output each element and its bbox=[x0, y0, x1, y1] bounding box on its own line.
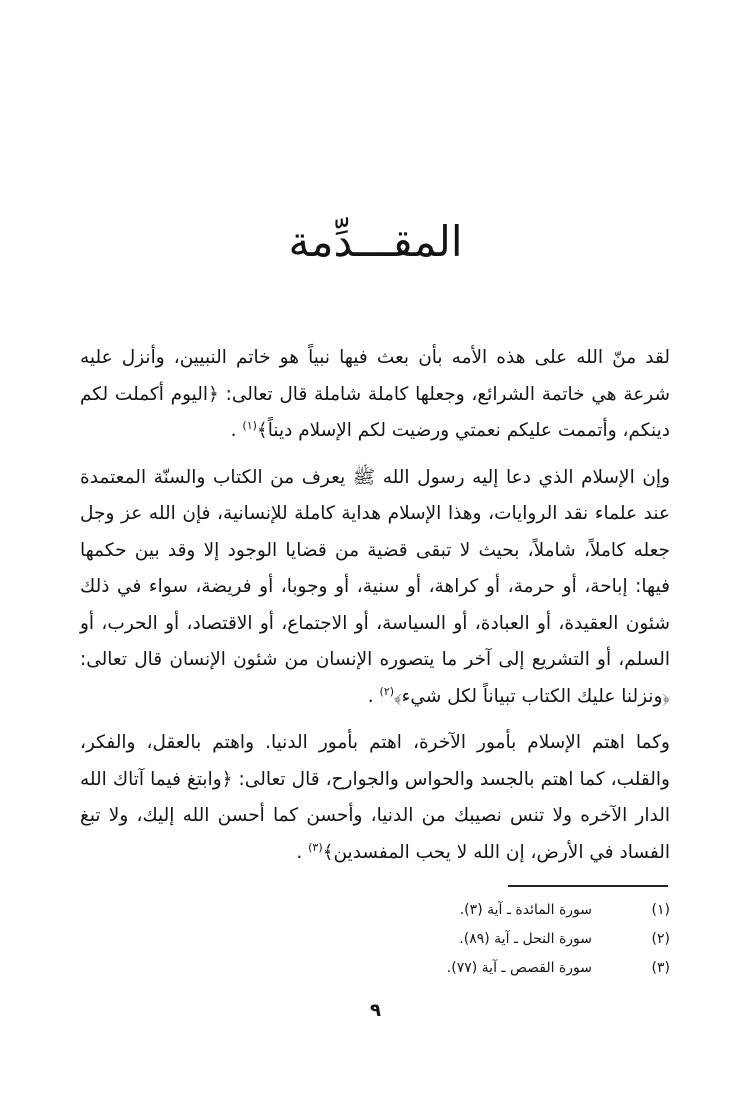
footnote-text: سورة النحل ـ آية (٨٩). bbox=[459, 931, 592, 947]
footnote-ref-1: (١) bbox=[242, 418, 257, 432]
paragraph-1 bbox=[80, 340, 670, 450]
footnote-item bbox=[80, 896, 670, 925]
paragraph-1-text: لقد منّ الله على هذه الأمه بأن بعث فيها نبياً هو خاتم النبيين، وأنزل عليه شرعة هي خاتمة الشرائع، وجعلها كاملة شاملة قال تعالى: ﴿اليوم أكملت لكم دينكم، وأتممت عليكم نعمتي ورضيت لكم الإسلام ديناً﴾ bbox=[80, 347, 670, 441]
footnote-number: (٣) bbox=[651, 960, 670, 976]
chapter-title: المقـــدِّمة bbox=[288, 217, 463, 266]
footnote-item bbox=[80, 954, 670, 983]
paragraph-3-tail: . bbox=[296, 841, 303, 863]
footnote-text: سورة المائدة ـ آية (٣). bbox=[459, 902, 592, 918]
paragraph-1-tail: . bbox=[230, 420, 237, 441]
footnote-number: (١) bbox=[651, 902, 670, 918]
paragraph-2-tail: . bbox=[367, 685, 374, 707]
main-text bbox=[80, 340, 670, 881]
paragraph-3 bbox=[80, 725, 670, 871]
page-number: ٩ bbox=[370, 1000, 381, 1021]
paragraph-2 bbox=[80, 460, 670, 716]
footnote-ref-2: (٢) bbox=[379, 684, 395, 698]
paragraph-3-text: وكما اهتم الإسلام بأمور الآخرة، اهتم بأمور الدنيا. واهتم بالعقل، والفكر، والقلب، كما اهتم بالجسد والحواس والجوارح، قال تعالى: ﴿وابتغ فيما آتاك الله الدار الآخره ولا تنس نصيبك من الدنيا، وأحسن كما أحسن الله إليك، ولا تبغ الفساد في الأرض، إن الله لا يحب المفسدين﴾ bbox=[80, 732, 670, 863]
footnote-divider bbox=[508, 885, 668, 887]
footnote-ref-3: (٣) bbox=[308, 840, 323, 854]
footnote-item bbox=[80, 925, 670, 954]
footnotes bbox=[80, 896, 670, 983]
footnote-number: (٢) bbox=[651, 931, 670, 947]
footnote-text: سورة القصص ـ آية (٧٧). bbox=[446, 960, 592, 976]
paragraph-2-text: وإن الإسلام الذي دعا إليه رسول الله ﷺ يعرف من الكتاب والسنّة المعتمدة عند علماء نقد الروايات، وهذا الإسلام هداية كاملة للإنسانية، فإن الله عز وجل جعله كاملاً، شاملاً، بحيث لا تبقى قضية من قضايا الوجود إلا وقد بين حكمها فيها: إباحة، أو حرمة، أو كراهة، أو سنية، أو وجوبا، أو فريضة، سواء في ذلك شئون العقيدة، أو العبادة، أو السياسة، أو الاجتماع، أو الاقتصاد، أو الحرب، أو السلم، أو التشريع إلى آخر ما يتصوره الإنسان من شئون الإنسان قال تعالى: ﴿ونزلنا عليك الكتاب تبياناً لكل شيء﴾ bbox=[80, 466, 670, 707]
